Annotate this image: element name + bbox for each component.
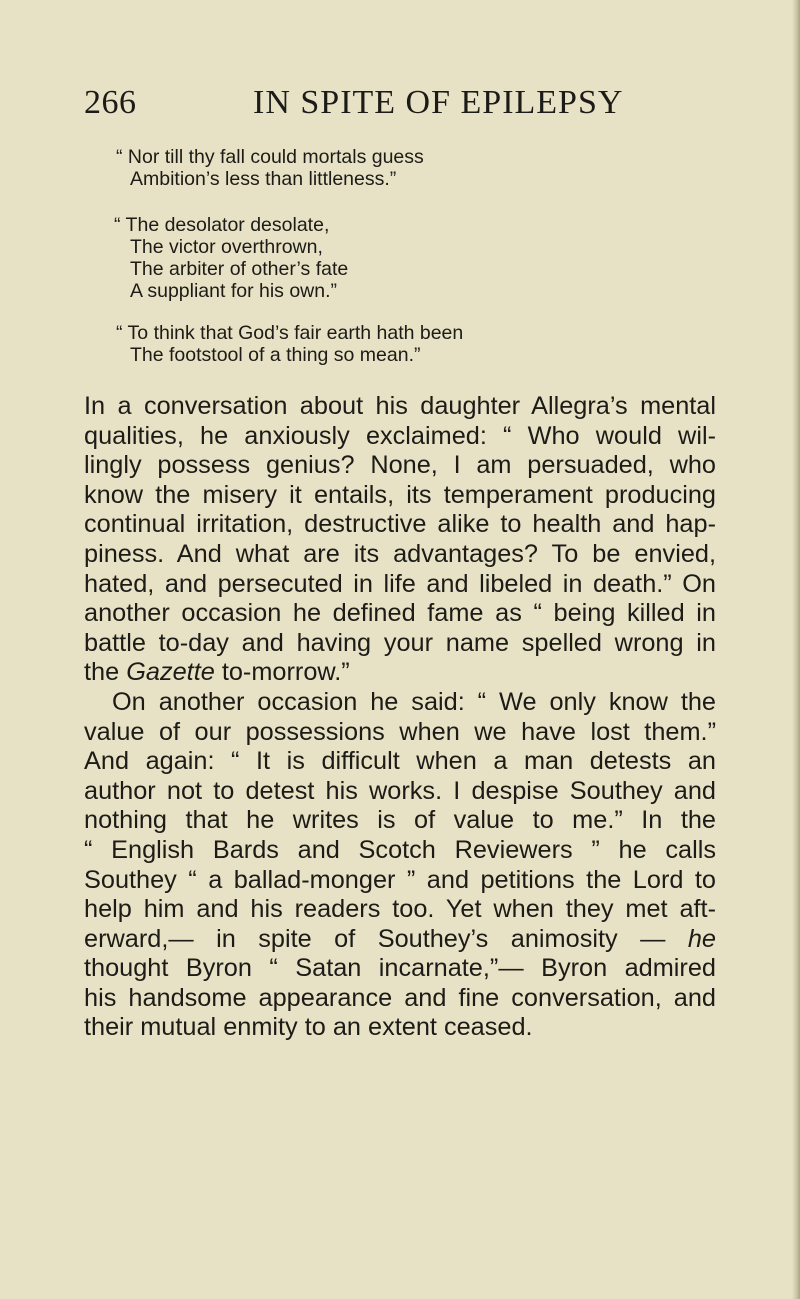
text-line: know the misery it entails, its temperament producing — [84, 480, 716, 509]
text-line: author not to detest his works. I despise Southey and — [84, 776, 716, 805]
emphasis-word: he — [687, 924, 716, 953]
text-line: piness. And what are its advantages? To be envied, — [84, 539, 716, 568]
verse-line: The footstool of a thing so mean.” — [130, 344, 421, 366]
verse-line: “ Nor till thy fall could mortals guess — [116, 146, 424, 168]
paragraph-1 — [84, 392, 716, 688]
text-line: value of our possessions when we have lost them.” — [84, 717, 716, 746]
text-fragment: to-morrow.” — [214, 658, 350, 687]
text-line: their mutual enmity to an extent ceased. — [84, 1013, 533, 1042]
text-line: battle to-day and having your name spelled wrong in — [84, 628, 716, 657]
text-line: In a conversation about his daughter Allegra’s mental — [84, 392, 716, 420]
running-header — [0, 84, 800, 134]
text-fragment: the — [84, 658, 127, 687]
text-line: thought Byron “ Satan incarnate,”— Byron admired — [84, 954, 716, 983]
text-line: qualities, he anxiously exclaimed: “ Who would wil- — [84, 421, 716, 450]
text-line: nothing that he writes is of value to me.” In the — [84, 806, 716, 835]
body-text — [84, 392, 716, 1043]
text-line — [84, 925, 716, 955]
verse-line: A suppliant for his own.” — [130, 280, 338, 302]
paragraph-2 — [84, 718, 716, 1044]
verse-line: “ To think that God’s fair earth hath been — [116, 322, 464, 344]
text-line — [84, 658, 716, 688]
page-number: 266 — [84, 84, 137, 121]
verse-line: Ambition’s less than littleness.” — [130, 168, 397, 190]
verse-line: The arbiter of other’s fate — [130, 258, 349, 280]
verse-line: “ The desolator desolate, — [114, 214, 330, 236]
text-line: And again: “ It is difficult when a man detests an — [84, 747, 716, 776]
text-line: “ English Bards and Scotch Reviewers ” he calls — [84, 835, 716, 864]
text-line: lingly possess genius? None, I am persuaded, who — [84, 451, 716, 480]
paragraph-2-first-line-wrapper — [84, 688, 716, 718]
text-line: On another occasion he said: “ We only know the — [112, 687, 716, 716]
verse-line: The victor overthrown, — [130, 236, 323, 258]
text-line: another occasion he defined fame as “ being killed in — [84, 599, 716, 628]
page-edge-shadow — [792, 0, 800, 1299]
text-line: help him and his readers too. Yet when they met aft- — [84, 895, 716, 924]
running-title: IN SPITE OF EPILEPSY — [253, 84, 624, 121]
newspaper-title: Gazette — [126, 658, 215, 687]
text-line: hated, and persecuted in life and libeled in death.” On — [84, 569, 716, 598]
text-line: continual irritation, destructive alike to health and hap- — [84, 510, 716, 539]
text-fragment: erward,— in spite of Southey’s animosity — — [84, 924, 688, 953]
text-line: Southey “ a ballad-monger ” and petitions the Lord to — [84, 865, 716, 894]
text-line: his handsome appearance and fine conversation, and — [84, 983, 716, 1012]
